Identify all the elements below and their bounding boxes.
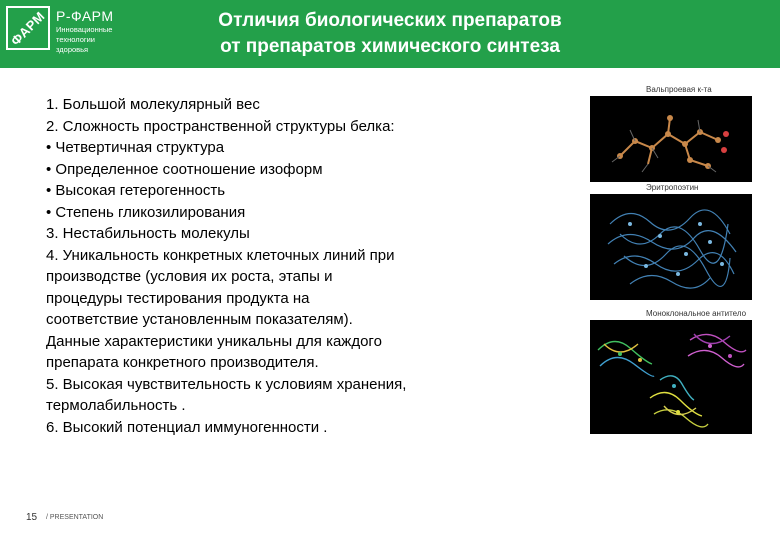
header-bar	[0, 0, 780, 68]
text-line: 2. Сложность пространственной структуры белка:	[46, 117, 395, 135]
image-panel-antibody	[590, 308, 752, 434]
text-line: • Степень гликозилирования	[46, 203, 246, 221]
text-line: Данные характеристики уникальны для каждого	[46, 332, 382, 350]
logo-tagline-2: технологии	[56, 35, 96, 44]
main-text	[46, 94, 516, 438]
logo-tagline-1: Инновационные	[56, 25, 113, 34]
text-line: препарата конкретного производителя.	[46, 354, 319, 371]
text-line: 6. Высокий потенциал иммуногенности .	[46, 418, 328, 436]
logo-mark: ФАРМ	[8, 8, 48, 48]
monoclonal-antibody-image	[590, 320, 752, 434]
logo-icon	[6, 6, 50, 50]
text-line: 4. Уникальность конкретных клеточных линий при	[46, 246, 395, 264]
slide-title-line-2: от препаратов химического синтеза	[220, 36, 560, 57]
page-number: 15	[26, 512, 38, 523]
image-panel-valproic	[590, 84, 752, 182]
image-label-epo: Эритропоэтин	[646, 183, 699, 192]
image-label-antibody: Моноклональное антитело	[646, 309, 747, 318]
slide-title-line-1: Отличия биологических препаратов	[218, 10, 562, 31]
text-line: соответствие установленным показателям).	[46, 311, 353, 328]
text-line: • Определенное соотношение изоформ	[46, 160, 323, 178]
slide-title	[150, 8, 630, 60]
text-line: 3. Нестабильность молекулы	[46, 225, 250, 242]
text-line: процедуры тестирования продукта на	[46, 289, 310, 307]
text-line: • Четвертичная структура	[46, 139, 225, 156]
footer-label: / PRESENTATION	[46, 514, 104, 521]
erythropoietin-structure-image	[590, 194, 752, 300]
image-panel-epo	[590, 182, 752, 300]
logo-tagline	[56, 25, 126, 55]
valproic-acid-molecule-image	[590, 96, 752, 182]
text-line: термолабильность .	[46, 397, 186, 414]
logo-tagline-3: здоровья	[56, 45, 89, 54]
image-label-valproic: Вальпроевая к-та	[646, 85, 712, 94]
text-line: производстве (условия их роста, этапы и	[46, 268, 333, 285]
text-line: 1. Большой молекулярный вес	[46, 96, 260, 113]
logo-name: Р-ФАРМ	[56, 8, 114, 24]
text-line: 5. Высокая чувствительность к условиям хранения,	[46, 375, 407, 393]
text-line: • Высокая гетерогенность	[46, 182, 226, 199]
